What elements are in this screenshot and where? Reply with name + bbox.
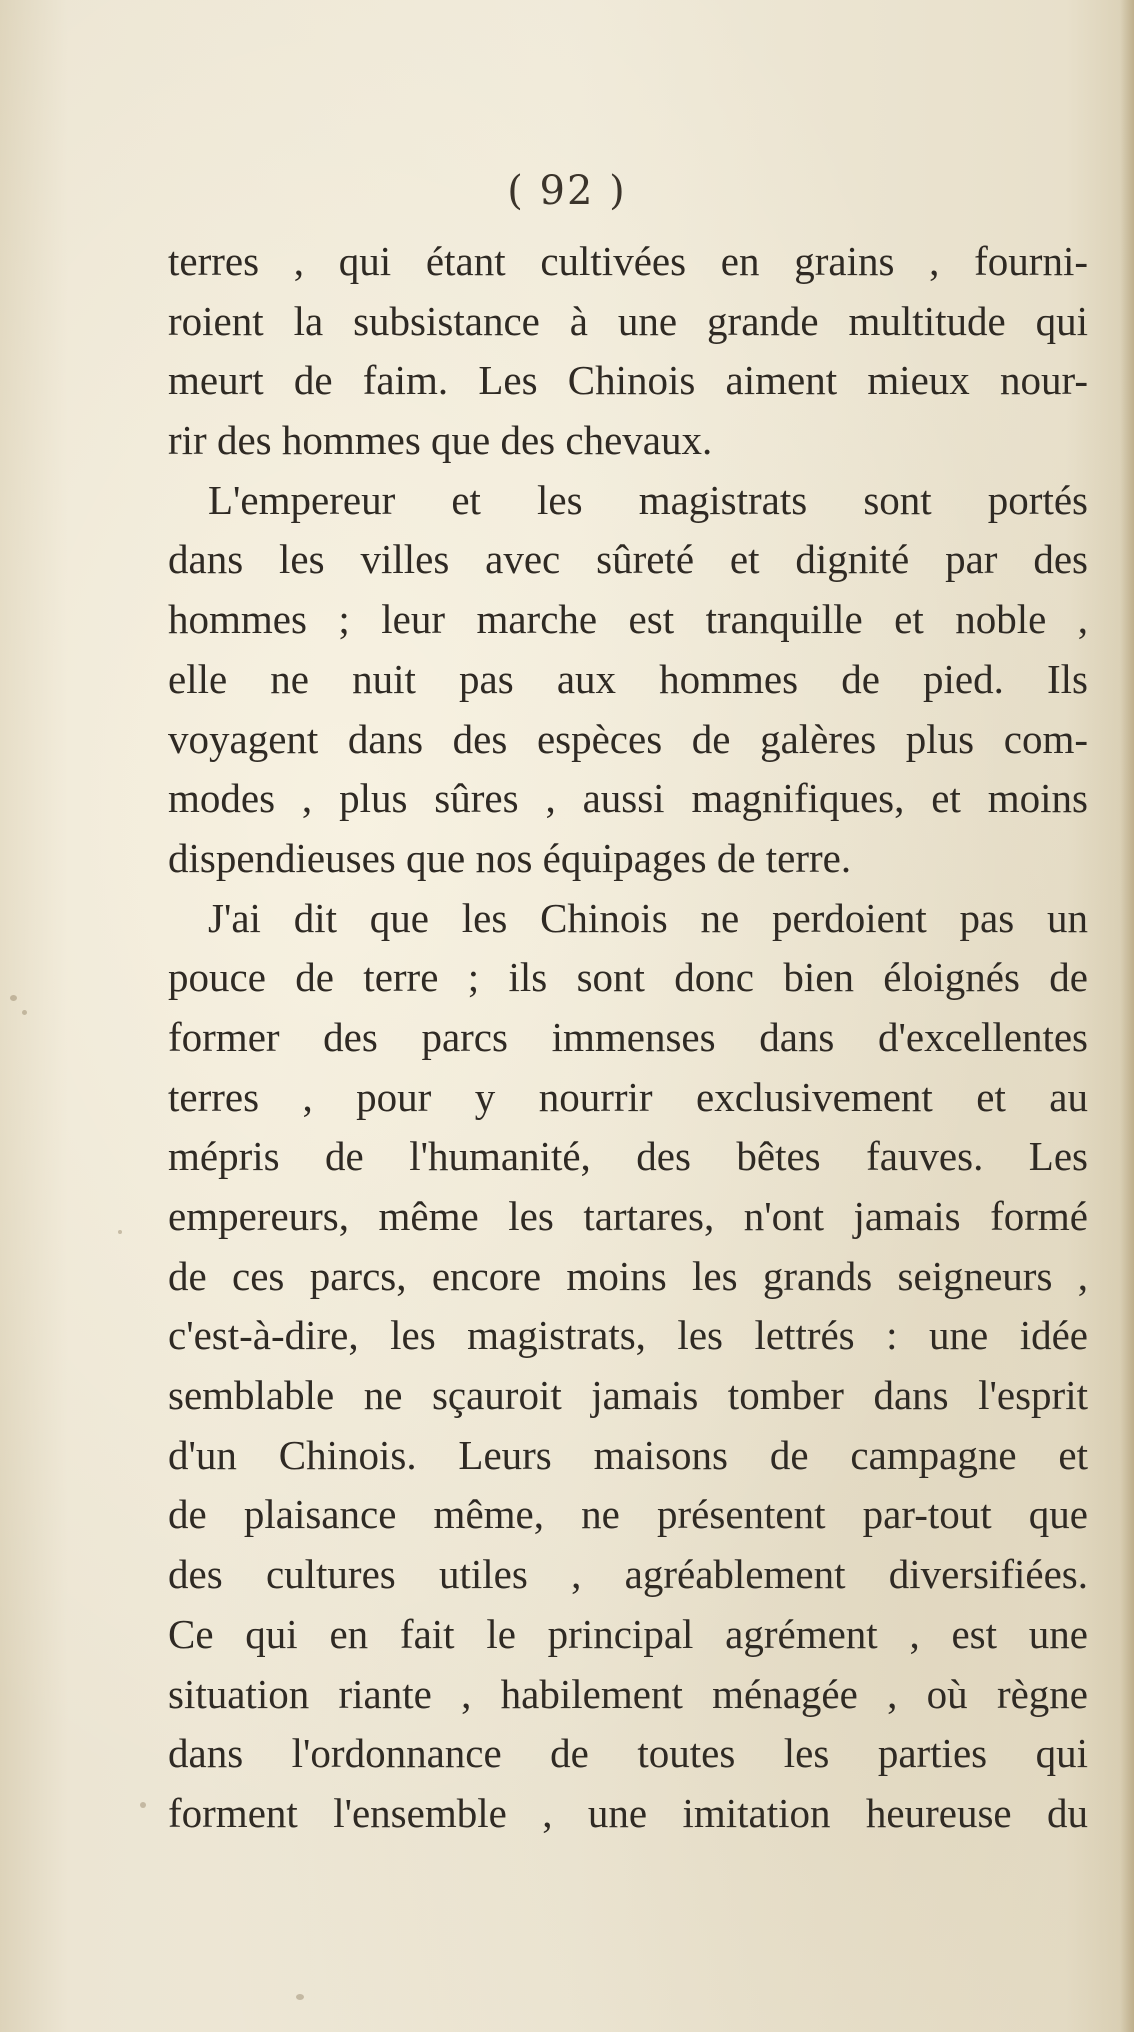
paper-speck [10, 995, 17, 1001]
text-line-8: elle ne nuit pas aux hommes de pied. Ils [168, 655, 1088, 702]
paper-speck [140, 1802, 146, 1808]
text-line-26: dans l'ordonnance de toutes les parties qui [168, 1730, 1088, 1777]
text-line-14: former des parcs immenses dans d'excellentes [168, 1013, 1088, 1060]
page-number: ( 92 ) [507, 168, 627, 214]
text-line-21: d'un Chinois. Leurs maisons de campagne et [168, 1431, 1088, 1478]
text-line-3: meurt de faim. Les Chinois aiment mieux nour- [168, 357, 1088, 404]
text-line-9: voyagent dans des espèces de galères plus com- [168, 715, 1088, 762]
text-line-17: empereurs, même les tartares, n'ont jamais formé [168, 1193, 1088, 1239]
text-line-24: Ce qui en fait le principal agrément , est une [168, 1610, 1088, 1657]
text-line-18: de ces parcs, encore moins les grands seigneurs , [168, 1252, 1088, 1299]
text-line-13: pouce de terre ; ils sont donc bien éloignés de [168, 954, 1088, 1001]
text-line-20: semblable ne sçauroit jamais tomber dans l'esprit [168, 1372, 1088, 1419]
page-edge-shadow [1120, 0, 1134, 2032]
text-line-25: situation riante , habilement ménagée , où règne [168, 1670, 1088, 1717]
text-line-11: dispendieuses que nos équipages de terre. [168, 834, 852, 881]
page-text [168, 232, 1088, 1844]
text-line-19: c'est-à-dire, les magistrats, les lettrés : une idée [168, 1312, 1088, 1359]
text-line-10: modes , plus sûres , aussi magnifiques, et moins [168, 775, 1088, 822]
text-line-1: terres , qui étant cultivées en grains , fourni- [168, 238, 1088, 284]
paper-speck [296, 1994, 304, 2000]
text-line-27: forment l'ensemble , une imitation heureuse du [168, 1789, 1088, 1836]
paper-speck [22, 1010, 27, 1015]
text-line-12: J'ai dit que les Chinois ne perdoient pas un [208, 894, 1088, 941]
text-line-15: terres , pour y nourrir exclusivement et au [168, 1073, 1088, 1120]
text-line-4: rir des hommes que des chevaux. [168, 417, 713, 464]
paper-speck [118, 1230, 122, 1234]
text-line-22: de plaisance même, ne présentent par-tout que [168, 1491, 1088, 1538]
text-line-23: des cultures utiles , agréablement diversifiées. [168, 1551, 1088, 1598]
text-line-2: roient la subsistance à une grande multitude qui [168, 297, 1088, 344]
text-line-7: hommes ; leur marche est tranquille et noble , [168, 596, 1088, 643]
text-line-6: dans les villes avec sûreté et dignité par des [168, 536, 1088, 583]
text-line-5: L'empereur et les magistrats sont portés [208, 476, 1088, 523]
text-line-16: mépris de l'humanité, des bêtes fauves. Les [168, 1133, 1088, 1180]
